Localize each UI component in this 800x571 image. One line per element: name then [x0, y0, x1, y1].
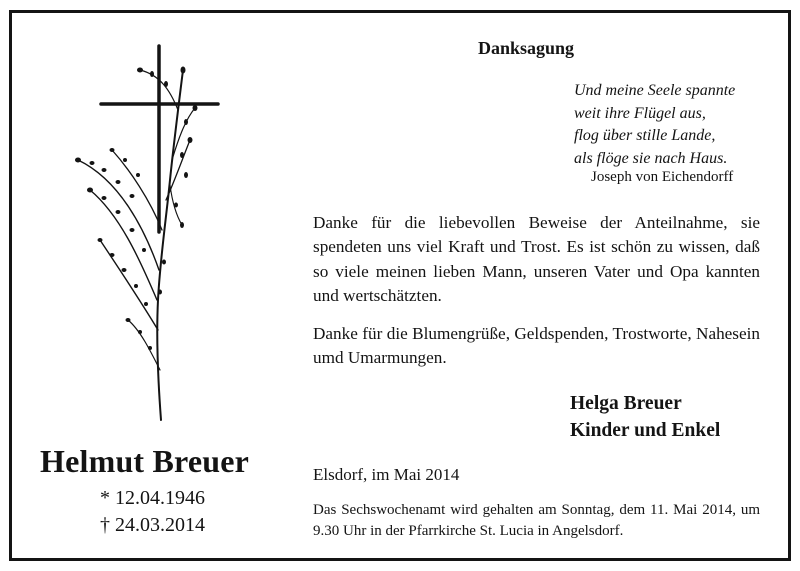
thanks-paragraph: Danke für die Blumengrüße, Geldspenden, Trostworte, Nahesein umd Umarmungen.: [313, 324, 760, 368]
poem-line: als flöge sie nach Haus.: [574, 149, 728, 167]
memorial-service-notice: Das Sechswochenamt wird gehalten am Sonntag, dem 11. Mai 2014, um 9.30 Uhr in der Pfarrkirche St. Lucia in Angelsdorf.: [313, 502, 760, 539]
death-date: † 24.03.2014: [100, 514, 205, 536]
deceased-name: Helmut Breuer: [40, 443, 250, 479]
poem-author: Joseph von Eichendorff: [591, 169, 734, 185]
thanks-paragraph: Danke für die liebevollen Beweise der Anteilnahme, sie spendeten uns viel Kraft und Trost. Es ist schön zu wissen, daß so viele meinen lieben Mann, unseren Vater und Opa kannten und wertschätzten.: [313, 213, 760, 306]
cross-with-branches-illustration: [70, 40, 230, 430]
birth-date: * 12.04.1946: [100, 487, 205, 509]
signer-name: Helga Breuer: [570, 393, 682, 414]
poem-line: Und meine Seele spannte: [574, 82, 736, 99]
poem-line: weit ihre Flügel aus,: [574, 104, 706, 122]
signer-family: Kinder und Enkel: [570, 420, 721, 441]
place-date: Elsdorf, im Mai 2014: [313, 465, 460, 484]
heading-title: Danksagung: [478, 38, 575, 58]
poem-line: flog über stille Lande,: [574, 127, 716, 144]
poem-verse: [574, 80, 735, 170]
